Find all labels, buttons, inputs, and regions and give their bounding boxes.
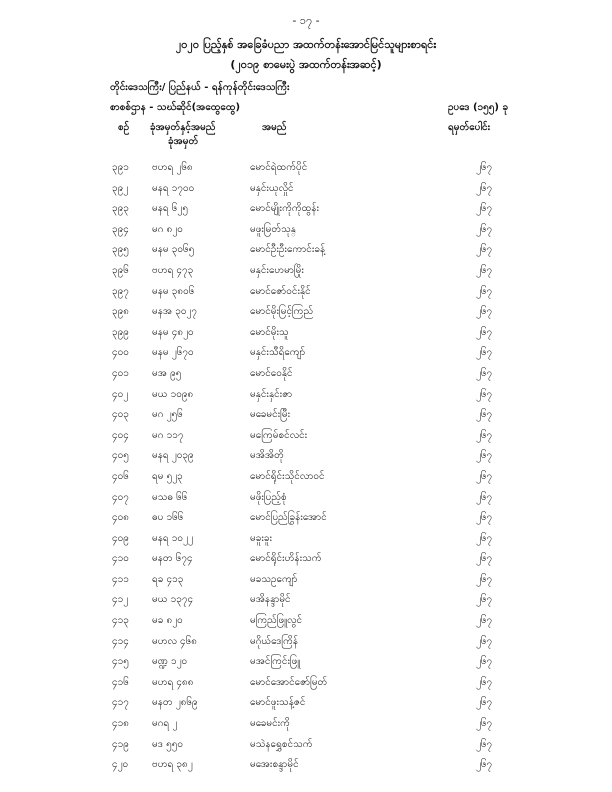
candidate-number: မနတ ၆၇၄ (152, 553, 193, 565)
score: ၂၆၇ (476, 223, 493, 235)
row-number: ၄၁၂ (112, 594, 129, 606)
header-candidate: ခုံအမှတ်နှင့်အမည် (150, 122, 216, 133)
candidate-name: မခေမင်းကို (250, 718, 290, 730)
row-number: ၄၀၃ (112, 409, 129, 421)
table-row (0, 179, 612, 200)
row-number: ၄၁၉ (112, 738, 129, 750)
candidate-number: မနရ ၂၀၃၉ (152, 450, 194, 462)
table-row (0, 570, 612, 591)
candidate-number: မနမ ၃၀၆၅ (152, 244, 195, 256)
candidate-name: မောင်ဝေနိုင် (250, 367, 293, 379)
page-number: - ၁၇ - (292, 14, 320, 27)
candidate-number: မအ ၉၅ (152, 367, 182, 379)
candidate-name: မောင်မျိုးကိုကိုထွန်း (250, 203, 320, 215)
row-number: ၄၀၇ (112, 491, 129, 503)
table-row (0, 652, 612, 673)
candidate-number: မနရ ၁၇၀၀ (152, 182, 195, 194)
score: ၂၆၇ (476, 635, 493, 647)
candidate-name: မဖိုးပြည့်စုံ (250, 491, 287, 503)
score: ၂၆၇ (476, 306, 493, 318)
candidate-name: မောင်မိုးသူ (250, 326, 289, 338)
score: ၂၆၇ (476, 759, 493, 771)
row-number: ၄၁၄ (112, 635, 129, 647)
candidate-name: မနှင်းဟေမာမြိုး (250, 264, 304, 276)
table-row (0, 529, 612, 550)
row-number: ၄၂၀ (112, 759, 129, 771)
table-row (0, 693, 612, 714)
candidate-name: မသဲနရွှေစင်သက် (250, 738, 313, 750)
table-row (0, 158, 612, 179)
candidate-name: မကြည်ဖြူလွင် (250, 615, 303, 627)
candidate-name: မနှင်းယုလှိုင် (250, 182, 294, 194)
table-row (0, 549, 612, 570)
table-row (0, 426, 612, 447)
table-row (0, 220, 612, 241)
score: ၂၆၇ (476, 203, 493, 215)
candidate-number: မနမ ၃၈၀၆ (152, 285, 195, 297)
candidate-number: မဒ ၅၅၀ (152, 738, 183, 750)
score: ၂၆၇ (476, 615, 493, 627)
row-number: ၃၉၃ (112, 203, 129, 215)
score: ၂၆၇ (476, 697, 493, 709)
score: ၂၆၇ (476, 718, 493, 730)
row-number: ၄၀၉ (112, 532, 129, 544)
score: ၂၆၇ (476, 367, 493, 379)
candidate-number: ဗဟရ ၃၈၂ (152, 759, 193, 771)
score: ၂၆၇ (476, 676, 493, 688)
candidate-name: မအင်ကြင်းဖြူ (250, 656, 301, 668)
candidate-name: မောင်ဦးဦးကောင်းခန့် (250, 244, 326, 256)
table-row (0, 714, 612, 735)
candidate-number: မနမ ၄၈၂၀ (152, 326, 194, 338)
table-row (0, 405, 612, 426)
score: ၂၆၇ (476, 594, 493, 606)
candidate-number: မနမ ၂၆၇၀ (152, 347, 194, 359)
score: ၂၆၇ (476, 573, 493, 585)
document-subtitle: (၂၀၁၉ စာမေးပွဲ အထက်တန်းအဆင့်) (230, 58, 382, 71)
candidate-name: မခေမင်းမြီး (250, 409, 291, 421)
table-row (0, 508, 612, 529)
row-number: ၃၉၉ (112, 326, 129, 338)
row-number: ၄၁၇ (112, 697, 129, 709)
candidate-name: မောင်ရဲထက်ပိုင် (250, 162, 308, 173)
table-row (0, 446, 612, 467)
table-row (0, 343, 612, 364)
document-title: ၂၀၂၀ ပြည့်နှစ် အခြေခံပညာ အထက်တန်းအောင်မြင်သူများစာရင်း (175, 38, 437, 51)
row-number: ၄၁၆ (112, 676, 129, 688)
table-row (0, 632, 612, 653)
score: ၂၆၇ (476, 491, 493, 503)
table-row (0, 590, 612, 611)
candidate-number: ရမ ၅၂၃ (152, 470, 183, 482)
row-number: ၄၁၈ (112, 718, 129, 730)
candidate-name: မောင်ပြည်ခြွန်းအောင် (250, 512, 327, 524)
score: ၂၆၇ (476, 182, 493, 194)
candidate-number: မနအ ၃၀၂၇ (152, 306, 198, 318)
candidate-name: မောင်ဖူးသန့်ဇင် (250, 697, 306, 709)
table-row (0, 488, 612, 509)
header-votes: ရမှတ်ပေါင်း (448, 122, 491, 133)
candidate-number: ဗဟရ ၂၆၈ (152, 162, 193, 173)
table-row (0, 755, 612, 776)
table-row (0, 302, 612, 323)
row-number: ၄၀၆ (112, 470, 129, 482)
header-candidate-line2: ခုံအမှတ် (168, 136, 199, 147)
header-name: အမည် (262, 122, 287, 133)
score: ၂၆၇ (476, 264, 493, 276)
results-table (0, 158, 612, 776)
candidate-name: မောင်ဇော်ဝင်းနိုင် (250, 285, 311, 297)
candidate-number: မဏ္ဍ ၁၂၀ (152, 656, 188, 668)
candidate-number: မယ ၁၀၉၈ (152, 388, 194, 400)
candidate-number: ဓပ ၁၆၆ (152, 512, 184, 524)
score: ၂၆၇ (476, 553, 493, 565)
candidate-name: မအိအိတို (250, 450, 284, 462)
table-row (0, 673, 612, 694)
candidate-name: မနှင်းသီရိကျော် (250, 347, 306, 359)
table-row (0, 611, 612, 632)
table-row (0, 240, 612, 261)
candidate-name: မခူးခူး (250, 532, 273, 544)
candidate-name: မောင်မိုးမြင့်ကြည် (250, 306, 314, 318)
candidate-number: မဂ ၈၂၀ (152, 223, 183, 235)
table-row (0, 467, 612, 488)
candidate-number: မဂ ၁၁၇ (152, 429, 184, 441)
row-number: ၃၉၄ (112, 223, 129, 235)
row-number: ၃၉၁ (112, 162, 129, 173)
score: ၂၆၇ (476, 656, 493, 668)
candidate-number: မဟလ ၄၆၈ (152, 635, 198, 647)
row-number: ၄၁၀ (112, 553, 129, 565)
candidate-name: မောင်ရိုင်းဟိန်းသက် (250, 553, 322, 565)
candidate-number: မနရ ၁၀၂၂ (152, 532, 193, 544)
candidate-number: မဂရ ၂ (152, 718, 178, 730)
row-number: ၃၉၇ (112, 285, 129, 297)
row-number: ၄၀၄ (112, 429, 129, 441)
table-row (0, 385, 612, 406)
score: ၂၆၇ (476, 450, 493, 462)
score: ၂၆၇ (476, 326, 493, 338)
row-number: ၄၀၂ (112, 388, 129, 400)
exam-center-line: စာစစ်ဌာန - သဃ်ဆိုင်(အထွေထွေ) (110, 102, 241, 113)
candidate-name: မကြေမ်စင်လင်း (250, 429, 308, 441)
row-number: ၄၀၀ (112, 347, 129, 359)
row-number: ၄၀၅ (112, 450, 129, 462)
score: ၂၆၇ (476, 512, 493, 524)
row-number: ၃၉၆ (112, 264, 129, 276)
candidate-number: မဂ ၂၅၆ (152, 409, 183, 421)
score: ၂၆၇ (476, 738, 493, 750)
table-row (0, 735, 612, 756)
score: ၂၆၇ (476, 470, 493, 482)
header-no: စဉ် (118, 122, 130, 133)
candidate-name: မောင်အောင်ဇော်မြတ် (250, 676, 328, 688)
row-number: ၄၀၈ (112, 512, 129, 524)
candidate-number: မနရ ၆၂၅ (152, 203, 188, 215)
count-line: ဥပဒေ (၁၅၅) ခု (448, 102, 509, 113)
score: ၂၆၇ (476, 429, 493, 441)
table-row (0, 261, 612, 282)
candidate-number: မသဓ ၆၆ (152, 491, 188, 503)
score: ၂၆၇ (476, 347, 493, 359)
score: ၂၆၇ (476, 162, 493, 173)
row-number: ၄၁၅ (112, 656, 129, 668)
candidate-name: မအိနန္ဒာမိုင် (250, 594, 291, 606)
candidate-name: မောင်ရိုင်းသိုင်လာဝင် (250, 470, 325, 482)
candidate-number: မခ ၈၂၀ (152, 615, 183, 627)
row-number: ၃၉၈ (112, 306, 129, 318)
row-number: ၄၁၁ (112, 573, 129, 585)
candidate-name: မခသဥကျော် (250, 573, 298, 585)
table-row (0, 364, 612, 385)
candidate-name: မအေးစန္ဒာမိုင် (250, 759, 299, 771)
table-row (0, 323, 612, 344)
candidate-number: ရခ ၄၁၃ (152, 573, 184, 585)
region-line: တိုင်းဒေသကြီး/ ပြည်နယ် - ရန်ကုန်တိုင်းဒေသကြီး (110, 82, 290, 93)
candidate-number: မယ ၁၃၇၄ (152, 594, 194, 606)
table-row (0, 199, 612, 220)
candidate-name: မနှင်းနှင်းဇာ (250, 388, 293, 400)
candidate-number: ဗဟရ ၄၇၃ (152, 264, 194, 276)
row-number: ၃၉၂ (112, 182, 129, 194)
row-number: ၄၀၁ (112, 367, 129, 379)
candidate-name: မဂိုယ်ဒေကြိန် (250, 635, 299, 647)
score: ၂၆၇ (476, 388, 493, 400)
row-number: ၄၁၃ (112, 615, 129, 627)
score: ၂၆၇ (476, 409, 493, 421)
score: ၂၆၇ (476, 244, 493, 256)
table-row (0, 282, 612, 303)
candidate-number: မနတ ၂၈၆၉ (152, 697, 198, 709)
score: ၂၆၇ (476, 532, 493, 544)
candidate-name: မဖူးမြတ်သုန္ (250, 223, 296, 235)
row-number: ၃၉၅ (112, 244, 129, 256)
candidate-number: မဟရ ၄၈၈ (152, 676, 194, 688)
score: ၂၆၇ (476, 285, 493, 297)
